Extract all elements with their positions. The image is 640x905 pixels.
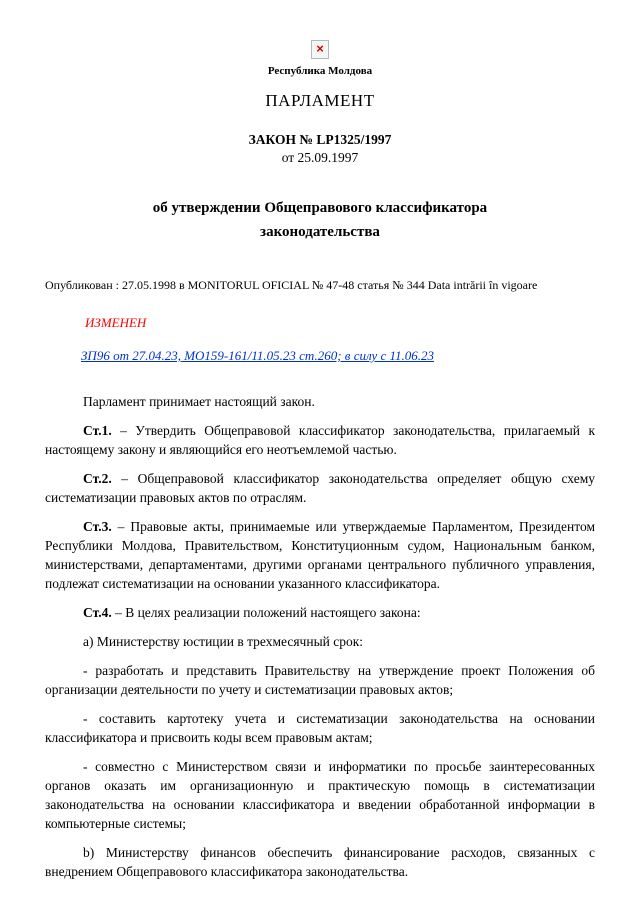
amendment-link-line [81,348,595,364]
paragraph [45,603,595,622]
paragraph [45,392,595,411]
document-title [45,197,595,244]
paragraph [45,661,595,699]
paragraph [45,757,595,833]
amendment-link[interactable]: ЗП96 от 27.04.23, МО159-161/11.05.23 ст.260; в силу с 11.06.23 [81,347,435,363]
paragraph-text: - разработать и представить Правительству на утверждение проект Положения об организации деятельности по учету и систематизации правовых актов; [45,662,595,697]
paragraph-text: а) Министерству юстиции в трехмесячный срок: [83,633,364,649]
publication-info: Опубликован : 27.05.1998 в MONITORUL OFICIAL № 47-48 статья № 344 Data intrării în vigoare [45,277,538,292]
paragraph [45,469,595,507]
paragraph [45,517,595,593]
paragraph-text: b) Министерству финансов обеспечить финансирование расходов, связанных с внедрением Общеправового классификатора законодательства. [45,844,595,879]
broken-image-icon [311,40,329,59]
paragraph-text: – Утвердить Общеправовой классификатор законодательства, прилагаемый к настоящему закону и являющийся его неотъемлемой частью. [45,422,595,457]
document-title-line2: законодательства [260,223,380,240]
paragraph-text: – Общеправовой классификатор законодательства определяет общую схему систематизации правовых актов по отраслям. [45,470,595,505]
paragraph-article-label: Ст.3. [83,518,112,534]
paragraph-text: – В целях реализации положений настоящего закона: [111,604,421,620]
paragraph-text: Парламент принимает настоящий закон. [83,393,315,409]
amendment-status: ИЗМЕНЕН [85,314,147,330]
country-name: Республика Молдова [267,65,373,77]
paragraph-text: - составить картотеку учета и систематизации законодательства на основании классификатора и присвоить коды всем правовым актам; [45,710,595,745]
broken-image-x-glyph: × [316,41,324,56]
law-number: № LP1325/1997 [299,132,392,147]
paragraph [45,421,595,459]
header-image-slot [45,40,595,59]
law-date: от 25.09.1997 [281,150,359,166]
paragraph [45,843,595,881]
paragraph [45,709,595,747]
paragraph-article-label: Ст.2. [83,470,112,486]
document-title-line1: об утверждении Общеправового классификатора [152,200,488,217]
law-label: ЗАКОН [248,132,296,147]
institution-name: ПАРЛАМЕНТ [265,91,375,110]
paragraph-text: – Правовые акты, принимаемые или утверждаемые Парламентом, Президентом Республики Молдова, Правительством, Конституционным судом, Национальным банком, министерствами, департаментами, другими органами центрального публичного управления, подлежат систематизации на основании указанного классификатора. [45,518,595,591]
paragraph-article-label: Ст.4. [83,604,112,620]
paragraph-text: - совместно с Министерством связи и информатики по просьбе заинтересованных органов оказать им организационную и практическую помощь в систематизации законодательства на основании классификатора и введении обработанной информации в компьютерные системы; [45,758,595,831]
document-body [45,392,595,881]
paragraph-article-label: Ст.1. [83,422,112,438]
paragraph [45,632,595,651]
law-number-line [45,131,595,149]
